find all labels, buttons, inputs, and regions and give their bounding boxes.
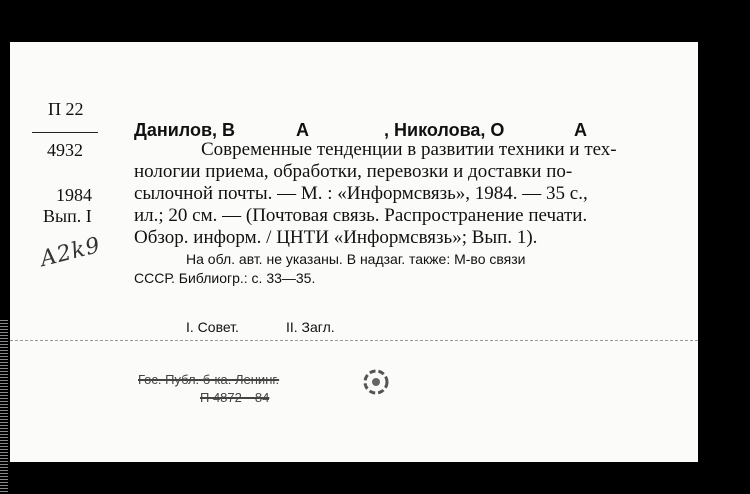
shelf-mark: П 22 <box>48 99 84 119</box>
scan-edge-left <box>0 318 8 494</box>
author-heading-4: А <box>574 120 587 140</box>
scan-border-right <box>698 0 750 494</box>
description-line-2: нологии приема, обработки, перевозки и доставки по- <box>134 161 573 182</box>
call-issue: Вып. I <box>43 206 92 226</box>
note-line-2: СССР. Библиогр.: с. 33—35. <box>134 270 316 286</box>
card-divider <box>10 340 698 341</box>
author-heading-1: Данилов, В <box>134 120 236 140</box>
imprint-line-2: П 4872—84 <box>200 390 270 405</box>
tracing-title: II. Загл. <box>286 319 335 335</box>
handwritten-note: A2k9 <box>37 232 104 273</box>
note-line-1: На обл. авт. не указаны. В надзаг. также: М-во связи <box>186 251 526 267</box>
call-number: 4932 <box>47 140 83 160</box>
description-line-5: Обзор. информ. / ЦНТИ «Информсвязь»; Вып. 1). <box>134 227 538 248</box>
imprint-line-1: Гос. Публ. б-ка. Ленинг. <box>138 372 280 387</box>
author-heading-2: А <box>296 120 309 140</box>
catalog-card <box>10 42 698 462</box>
description-line-3: сылочной почты. — М. : «Информсвязь», 1984. — 35 с., <box>134 183 588 204</box>
call-year: 1984 <box>56 185 92 205</box>
tracing-subject: I. Совет. <box>186 319 239 335</box>
library-stamp-icon <box>362 368 390 396</box>
author-heading-3: , Николова, О <box>384 120 505 140</box>
description-line-4: ил.; 20 см. — (Почтовая связь. Распространение печати. <box>134 205 588 226</box>
description-line-1: Современные тенденции в развитии техники и тех- <box>201 139 617 160</box>
call-number-divider <box>32 132 98 133</box>
